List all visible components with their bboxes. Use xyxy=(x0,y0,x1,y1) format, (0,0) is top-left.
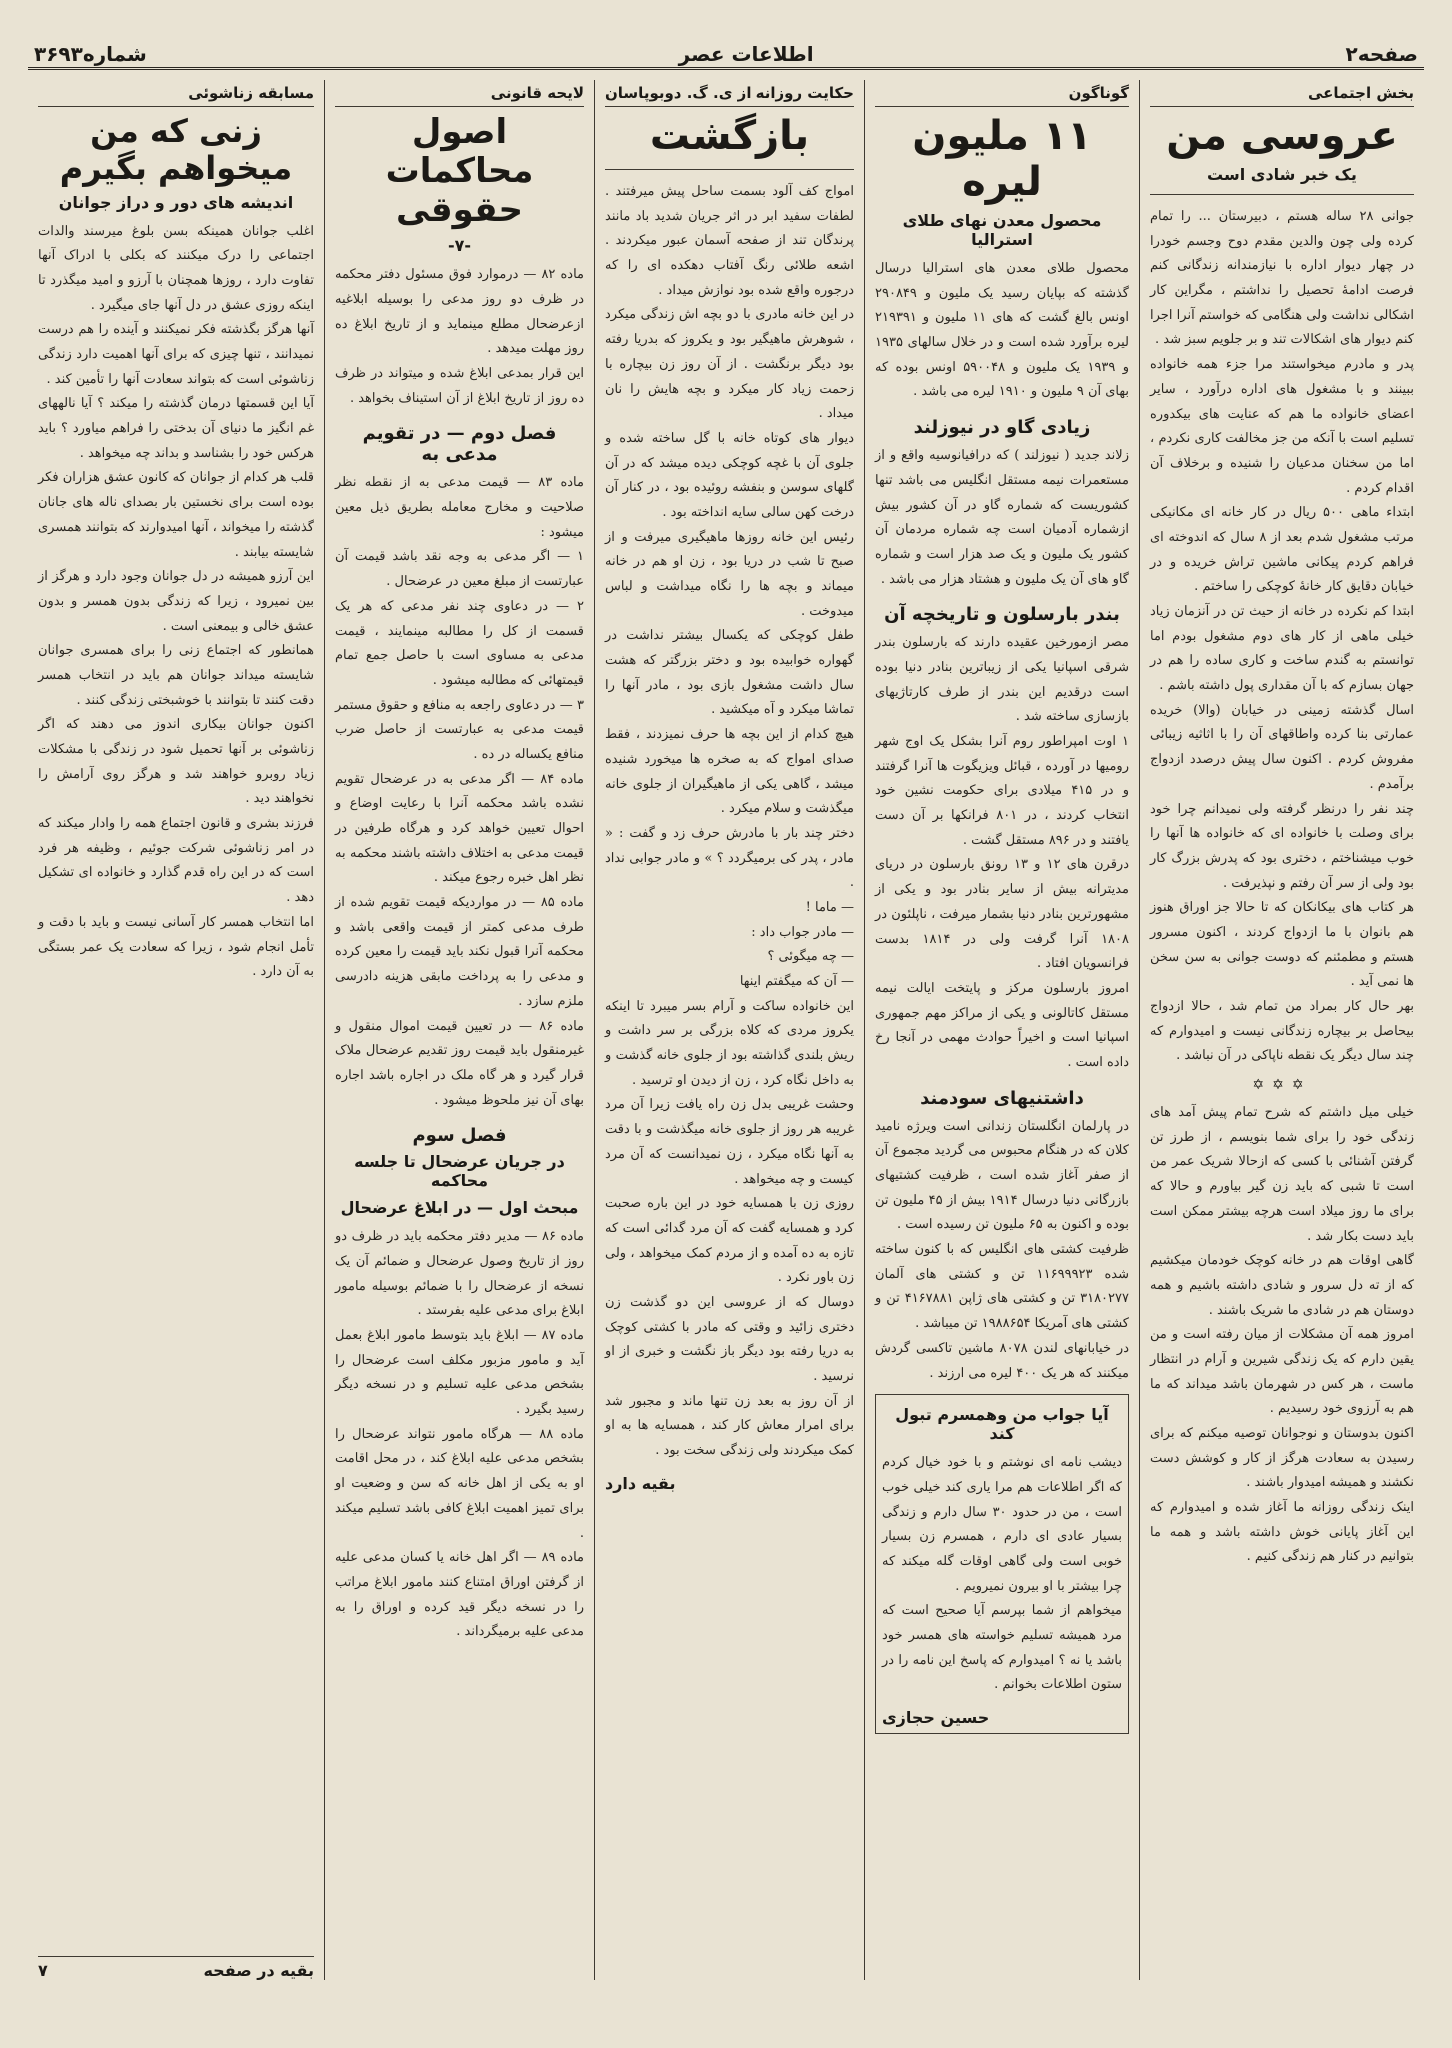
article-subhead: محصول معدن نهای طلای استرالیا xyxy=(902,211,1102,249)
paragraph: این آرزو همیشه در دل جوانان وجود دارد و هرگز از بین نمیرود ، زیرا که زندگی بدون همسر و بدون عشق خالی و بیمعنی است . xyxy=(38,569,314,634)
article-headline: بازگشت xyxy=(649,113,810,159)
paragraph: ماده ۸۷ — ابلاغ باید بتوسط مامور ابلاغ بعمل آید و مامور مزبور مکلف است عرضحال را بشخص مدعی علیه تسلیم و در نسخه دیگر رسید بگیرد . xyxy=(335,1328,584,1418)
paragraph: محصول طلای معدن های استرالیا درسال گذشته که بپایان رسید یک ملیون و ۲۹۰۸۴۹ اونس بالغ گشت که های ۱۱ ملیون و ۲۱۹۳۹۱ لیره برآورد شده است و در خلال سالهای ۱۹۳۵ و ۱۹۳۹ یک ملیون و ۵۹۰۰۴۸ اونس بوده که بهای آن ۹ ملیون و ۱۹۱۰ لیره می باشد . xyxy=(875,261,1129,400)
paragraph: ظرفیت کشتی های انگلیس که با کنون ساخته شده ۱۱۶۹۹۹۲۳ تن و کشتی های آلمان ۳۱۸۰۲۷۷ تن و کشتی های ژاپن ۴۱۶۷۸۸۱ تن و کشتی های آمریکا ۱۹۸۸۶۵۴ تن میباشد . xyxy=(875,1242,1129,1332)
paragraph: امروز بارسلون مرکز و پایتخت ایالت نیمه مستقل کاتالونی و یکی از مراکز مهم جمهوری اسپانیا است و اخیراً حوادث مهمی در آنجا رخ داده است . xyxy=(875,980,1129,1070)
letter-title: آیا جواب من وهمسرم تبول کند xyxy=(895,1405,1109,1444)
dialogue-line: — آن که میگفتم اینها xyxy=(739,974,854,989)
paragraph: ۳ — در دعاوی راجعه به منافع و حقوق مستمر قیمت مدعی به عبارتست از حاصل ضرب منافع یکساله در ده . xyxy=(335,697,584,762)
paragraph: همانطور که اجتماع زنی را برای همسری جوانان شایسته میداند جوانان هم باید در انتخاب همسر دقت کنند تا بتوانند با خوشبختی زندگی کنند . xyxy=(38,643,314,708)
section-heading: بندر بارسلون و تاریخچه آن xyxy=(884,604,1120,626)
paper-name: اطلاعات عصر xyxy=(678,41,814,66)
paragraph: ماده ۸۹ — اگر اهل خانه یا کسان مدعی علیه از گرفتن اوراق امتناع کنند مامور ابلاغ مراتب را در نسخه دیگر قید کرده و اوراق را به مدعی علیه برمیگرداند . xyxy=(335,1550,584,1640)
column-social xyxy=(1139,80,1424,1980)
article-headline: اصول محاکمات حقوقی xyxy=(385,112,534,231)
article-subhead: اندیشه های دور و دراز جوانان xyxy=(58,192,294,212)
dialogue-line: — مادر جواب داد : xyxy=(751,924,854,940)
paragraph: ماده ۸۴ — اگر مدعی به در عرضحال تقویم نشده باشد محکمه آنرا با رعایت اوضاع و احوال تعیین خواهد کرد و هرگاه طرفین در قیمت مدعی به اختلاف داشته باشند محکمه به نظر اهل خبره رجوع میکند . xyxy=(335,771,584,886)
paragraph: ۲ — در دعاوی چند نفر مدعی که هر یک قسمت از کل را مطالبه مینمایند ، قیمت مدعی به مساوی است با حاصل جمع تمام قیمتهائی که مطالبه میشود . xyxy=(335,598,584,688)
paragraph: ۱ — اگر مدعی به وجه نقد باشد قیمت آن عبارتست از مبلغ معین در عرضحال . xyxy=(335,549,584,590)
section-kicker: حکایت روزانه از ی. گ. دوبوپاسان xyxy=(605,80,854,107)
paragraph: میخواهم از شما بپرسم آیا صحیح است که مرد همیشه تسلیم خواسته های همسر خود باشد یا نه ؟ امیدوارم که پاسخ این نامه را در ستون اطلاعات بخوانم . xyxy=(882,1603,1122,1693)
paragraph: دیشب نامه ای نوشتم و با خود خیال کردم که اگر اطلاعات هم مرا یاری کند خیلی خوب است ، من در حدود ۳۰ سال دارم و زندگی بسیار عادی ای دارم ، همسرم زن بسیار خوبی است ولی گاهی اوقات گله میکند که چرا بیشتر با او بیرون نمیرویم . xyxy=(882,1455,1123,1594)
paragraph: آیا این قسمتها درمان گذشته را میکند ؟ آیا نالههای غم انگیز ما دنیای آن بدختی را فراهم میاورد ؟ باید هرکس خود را بشناسد و بداند چه میخواهد . xyxy=(38,396,314,461)
issue-number: شماره۳۶۹۳ xyxy=(34,41,147,66)
paragraph: گاهی اوقات هم در خانه کوچک خودمان میکشیم که از ته دل سرور و شادی داشته باشیم و همه دوستان هم در شادی ما شریک باشند . xyxy=(1150,1253,1414,1318)
author-signature: حسین حجازی xyxy=(882,1708,990,1728)
section-kicker: بخش اجتماعی xyxy=(1150,80,1414,107)
continued-note: بقیه دارد xyxy=(605,1473,676,1493)
paragraph: قلب هر کدام از جوانان که کانون عشق هزاران فکر بوده است برای نخستین بار بصدای ناله های جانان گذشته را میخواند ، آنها امیدوارند که بتوانند همسری شایسته بیابند . xyxy=(38,470,314,560)
dialogue-line: — ماما ! xyxy=(805,899,854,915)
paragraph: ماده ۸۲ — درموارد فوق مسئول دفتر محکمه در ظرف دو روز مدعی را بوسیله ابلاغیه ازعرضحال مطلع مینماید و از تاریخ ابلاغ ده روز مهلت میدهد . xyxy=(335,267,584,357)
section-heading: فصل سوم xyxy=(412,1125,507,1147)
paragraph: امروز همه آن مشکلات از میان رفته است و من یقین دارم که یک زندگی شیرین و آرام در انتظار ماست ، هر کس در شهرمان باشد میداند که ما هم به آرزوی خود رسیدیم . xyxy=(1150,1327,1414,1417)
paragraph: اینک زندگی روزانه ما آغاز شده و امیدوارم که این آغاز پایانی خوش داشته باشد و همه ما بتوانیم در کنار هم زندگی کنیم . xyxy=(1150,1500,1414,1565)
paragraph: دختر چند بار با مادرش حرف زد و گفت : « مادر ، پدر کی برمیگردد ؟ » و مادر جوابی نداد . xyxy=(605,825,854,891)
article-headline: زنی که من میخواهم بگیرم xyxy=(59,112,293,187)
section-subheading: مبحث اول — در ابلاغ عرضحال xyxy=(340,1198,579,1218)
page-number: صفحه۲ xyxy=(1345,41,1418,66)
paragraph: ماده ۸۶ — در تعیین قیمت اموال منقول و غیرمنقول باید قیمت روز تقدیم عرضحال ملاک قرار گیرد و هر گاه ملک در اجاره باشد اجاره بهای آن نیز ملحوظ میشود . xyxy=(335,1018,584,1108)
newspaper-columns xyxy=(28,80,1424,1980)
paragraph: ۱ اوت امپراطور روم آنرا بشکل یک اوج شهر رومیها در آورده ، قبائل ویزیگوت ها آنرا گرفتند و در ۴۱۵ میلادی برای حکومت نشین خود انتخاب کردند ، در ۸۰۱ فرانکها بر آن دست یافتند و در ۸۹۶ مستقل گشت . xyxy=(875,734,1129,848)
paragraph: ماده ۸۵ — در مواردیکه قیمت تقویم شده از طرف مدعی کمتر از قیمت واقعی باشد و محکمه آنرا قبول نکند باید قیمت را معین کرده و مدعی را به پرداخت مابقی هزینه دادرسی ملزم سازد . xyxy=(335,895,584,1009)
paragraph: ماده ۸۶ — مدیر دفتر محکمه باید در ظرف دو روز از تاریخ وصول عرضحال و ضمائم آن یک نسخه از عرضحال را با ضمائم بوسیله مامور ابلاغ برای مدعی علیه بفرستد . xyxy=(335,1229,584,1319)
paragraph: فرزند بشری و قانون اجتماع همه را وادار میکند که در امر زناشوئی شرکت جوئیم ، وظیفه هر فرد است که در این راه قدم گذارد و خانواده ای تشکیل دهد . xyxy=(38,816,314,906)
paragraph: دوسال که از عروسی این دو گذشت زن دختری زائید و وقتی که مادر با کشتی کوچک به دریا رفته بود دیگر باز نگشت و خبری از او نرسید . xyxy=(605,1294,854,1384)
paragraph: درقرن های ۱۲ و ۱۳ رونق بارسلون در دریای مدیترانه بیش از سایر بنادر بود و یکی از مشهورترین بنادر دنیا بشمار میرفت ، ناپلئون در ۱۸۰۸ آنرا گرفت ولی در ۱۸۱۴ بدست فرانسویان افتاد . xyxy=(875,857,1129,972)
paragraph: اما انتخاب همسر کار آسانی نیست و باید با دقت و تأمل انجام شود ، زیرا که سعادت یک عمر بستگی به آن دارد . xyxy=(38,914,314,980)
paragraph: طفل کوچکی که یکسال بیشتر نداشت در گهواره خوابیده بود و دختر بزرگتر که هشت سال داشت مشغول بازی بود ، مادر آنها را تماشا میکرد و آه میکشید . xyxy=(605,628,854,718)
paragraph: خیلی میل داشتم که شرح تمام پیش آمد های زندگی خود را برای شما بنویسم ، از طرز تن گرفتن آشنائی با کسی که ازحالا شریک عمر من است تا شبی که باید زن گیر بیاورم و حالا که برای ما روز میلاد است هرچه بیشتر ممکن است باید دست بکار شد . xyxy=(1150,1105,1414,1244)
column-miscellany xyxy=(864,80,1139,1980)
column-daily-story xyxy=(594,80,864,1980)
paragraph: امواج کف آلود بسمت ساحل پیش میرفتند . لطفات سفید ابر در اثر جریان شدید باد مانند پرندگان تند از صفحه آسمان عبور میکردند . اشعه طلائی رنگ آفتاب دهکده ای را که درجوره واقع شده بود نوازش میداد . xyxy=(605,184,854,298)
paragraph: پدر و مادرم میخواستند مرا جزء همه خانواده ببینند و با مشغول های اداره درآورد ، سایر اعضای خانواده ما هم که عنایت های بیکدوره تسلیم است با آنکه من جز مخالفت کاری نکردم ، اما من سخنان مدعیان را شنیده و برخلاف آن اقدام کردم . xyxy=(1150,357,1414,496)
paragraph: اغلب جوانان همینکه بسن بلوغ میرسند والدات اجتماعی را درک میکنند که بکلی با ادراک آنها تفاوت دارد ، روزها همچنان با آرزو و امید میگذرد تا اینکه روزی عشق در دل آنها جای میگیرد . xyxy=(38,223,314,313)
column-legal xyxy=(324,80,594,1980)
paragraph: از آن روز به بعد زن تنها ماند و مجبور شد برای امرار معاش کار کند ، همسایه ها به او کمک میکردند ولی زندگی سخت بود . xyxy=(605,1393,854,1459)
paragraph: هر کتاب های بیکانکان که تا حالا جز اوراق هنوز هم بانوان با ما ازدواج کردند ، اکنون مسرور هستم و مطمئنم که دوست جوانی به سن سخن ها نمی آید . xyxy=(1150,900,1414,990)
paragraph: اکنون بدوستان و نوجوانان توصیه میکنم که برای رسیدن به سعادت هرگز از کار و کوشش دست نکشند و همیشه امیدوار باشند . xyxy=(1150,1426,1414,1491)
paragraph: آنها هرگز بگذشته فکر نمیکنند و آینده را هم درست نمیدانند ، تنها چیزی که برای آنها اهمیت دارد زندگی زناشوئی است که بتواند سعادت آنها را تأمین کند . xyxy=(38,322,314,387)
dialogue-line: — چه میگوئی ؟ xyxy=(767,949,854,965)
column-marriage-contest xyxy=(28,80,324,1980)
paragraph: ماده ۸۳ — قیمت مدعی به از نقطه نظر صلاحیت و مخارج معامله بطریق ذیل معین میشود : xyxy=(335,475,584,540)
continued-page-number: ۷ xyxy=(38,1961,48,1980)
paragraph: مصر ازمورخین عقیده دارند که بارسلون بندر شرقی اسپانیا یکی از زیباترین بنادر دنیا بوده است درقدیم این بندر از طرف کارتاژیهای بازسازی ساخته شد . xyxy=(875,635,1129,725)
paragraph: این قرار بمدعی ابلاغ شده و میتواند در ظرف ده روز از تاریخ ابلاغ از آن استیناف بخواهد . xyxy=(335,366,584,406)
paragraph: جوانی ۲۸ ساله هستم ، دبیرستان ... را تمام کرده ولی چون والدین مقدم دوح وجسم خودرا در چهار دیوار اداره با نیازمندانه زندگانی کنم فرصت ادامهٔ تحصیل را نداشتم ، مگراین کار اشکالی نداشت ولی هنگامی که خواستم آنرا اجرا کنم دیوار های اشکالات تند و بر جلویم سبز شد . xyxy=(1150,209,1414,348)
paragraph: دیوار های کوتاه خانه با گل ساخته شده و جلوی آن با غچه کوچکی دیده میشد که در آن گلهای سوسن و بنفشه روئیده بود ، در کنار آن درخت کهن سالی سایه انداخته بود . xyxy=(605,430,854,520)
paragraph: اکنون جوانان بیکاری اندوز می دهند که اگر زناشوئی بر آنها تحمیل شود در زندگی با مشکلات زیاد روبرو خواهند شد و هرگز روی آرامش را نخواهند دید . xyxy=(38,717,314,807)
paragraph: در این خانه مادری با دو بچه اش زندگی میکرد ، شوهرش ماهیگیر بود و یکروز که بدریا رفته بود دیگر برنگشت . از آن روز زن بیچاره با زحمت زیاد کار میکرد و بچه هایش را نان میداد . xyxy=(605,307,854,422)
section-heading: زیادی گاو در نیوزلند xyxy=(913,417,1091,439)
paragraph: هیچ کدام از این بچه ها حرف نمیزدند ، فقط صدای امواج که به صخره ها میخورد شنیده میشد ، گاهی یکی از ماهیگیران از جلوی خانه میگذشت و سلام میکرد . xyxy=(605,727,854,817)
section-heading: فصل دوم — در تقویم مدعی به xyxy=(362,423,557,466)
continued-on-page: بقیه در صفحه xyxy=(203,1961,314,1980)
article-headline: ۱۱ ملیون لیره xyxy=(912,113,1092,205)
paragraph: در پارلمان انگلستان زندانی است ویرژه نامید کلان که در هنگام محبوس می گردید مجموع آن از صفر آغاز شده است ، ظرفیت کشتیهای بازرگانی دنیا درسال ۱۹۱۴ بیش از ۴۵ ملیون تن بوده و اکنون به ۶۵ ملیون تن رسیده است . xyxy=(875,1118,1130,1233)
section-heading: داشتنیهای سودمند xyxy=(920,1087,1084,1109)
divider xyxy=(605,169,854,170)
paragraph: ماده ۸۸ — هرگاه مامور نتواند عرضحال را بشخص مدعی علیه ابلاغ کند ، در محل اقامت او به یکی از اهل خانه که سن و وضعیت او برای تمیز اهمیت ابلاغ کافی باشد تسلیم میکند . xyxy=(335,1426,584,1541)
story-author: از ی. گ. دوبوپاسان xyxy=(605,84,752,102)
article-headline: عروسی من xyxy=(1166,113,1398,159)
paragraph: این خانواده ساکت و آرام بسر میبرد تا اینکه یکروز مردی که کلاه بزرگی بر سر داشت و ریش بلندی گذاشته بود از جلوی خانه گذشت و به داخل نگاه کرد ، زن از دیدن او ترسید . xyxy=(605,998,854,1088)
divider xyxy=(1150,194,1414,195)
letter-box xyxy=(875,1394,1129,1734)
paragraph: اسال گذشته زمینی در خیابان (والا) خریده عمارتی بنا کرده واطاقهای آن را با اثاثیه زیبائی مفروش کردم . اکنون سال پیش درصدد ازدواج برآمدم . xyxy=(1150,702,1414,792)
section-kicker: لایحه قانونی xyxy=(335,80,584,107)
installment-number: -۷- xyxy=(447,236,472,256)
star-separator: ✡✡✡ xyxy=(1252,1077,1312,1094)
paragraph: چند نفر را درنظر گرفته ولی نمیدانم چرا خود برای وصلت با خانواده ای که خانواده ها آنها را خوب میشناختم ، دختری بود که پدرش بزرگ کار بود ولی از سر آن رفتم و نپذیرفت . xyxy=(1150,801,1414,891)
paragraph: ابتدا کم نکرده در خانه از حیث تن در آنزمان زیاد خیلی ماهی از کار های دوم مشغول بودم اما توانستم به گندم ساخت و کاری ساده را هم در جهان بسازم که با آن مقداری پول داشته باشم . xyxy=(1150,604,1414,694)
section-subheading: در جریان عرضحال تا جلسه محاکمه xyxy=(354,1152,565,1191)
section-kicker: مسابقه زناشوئی xyxy=(38,80,314,107)
paragraph: زلاند جدید ( نیوزلند ) که درافیانوسیه واقع و از مستعمرات نیمه مستقل انگلیس می باشد تنها کشوریست که شماره گاو در آن کشور بیش ازشماره آدمیان است چه شماره مردمان آن کشور یک ملیون و یک صد هزار است و شماره گاو های آن یک ملیون و هشتاد هزار می باشد . xyxy=(875,448,1129,587)
article-subhead: یک خبر شادی است xyxy=(1207,165,1357,184)
continuation-footer xyxy=(38,1956,314,1980)
paragraph: وحشت غریبی بدل زن راه یافت زیرا آن مرد غریبه هر روز از جلوی خانه میگذشت و با دقت به آنها نگاه میکرد ، زن نمیدانست که آن مرد کیست و چه میخواهد . xyxy=(605,1097,854,1187)
section-kicker: گوناگون xyxy=(875,80,1129,107)
paragraph: روزی زن با همسایه خود در این باره صحبت کرد و همسایه گفت که آن مرد گدائی است که تازه به ده آمده و از مردم کمک میخواهد ، ولی زن باور نکرد . xyxy=(605,1196,854,1286)
paragraph: در خیابانهای لندن ۸۰۷۸ ماشین تاکسی گردش میکنند که هر یک ۴۰۰ لیره می ارزند . xyxy=(875,1340,1129,1381)
paragraph: بهر حال کار بمراد من تمام شد ، حالا ازدواج بیحاصل بر بیچاره زندگانی نیست و امیدوارم که چند سال دیگر یک نقطه ناپاکی در آن نباشد . xyxy=(1150,999,1414,1064)
masthead xyxy=(28,40,1424,70)
paragraph: ابتداء ماهی ۵۰۰ ریال در کار خانه ای مکانیکی مرتب مشغول شدم بعد از ۸ سال که اندوخته ای فراهم کردم پیکانی ماشین تراش خریده و در خیابان دقایق کار خانهٔ کوچکی را ساختم . xyxy=(1150,505,1414,595)
paragraph: رئیس این خانه روزها ماهیگیری میرفت و از صبح تا شب در دریا بود ، زن او هم در خانه میماند و بچه ها را نگاه میداشت و لباس میدوخت . xyxy=(605,529,854,619)
